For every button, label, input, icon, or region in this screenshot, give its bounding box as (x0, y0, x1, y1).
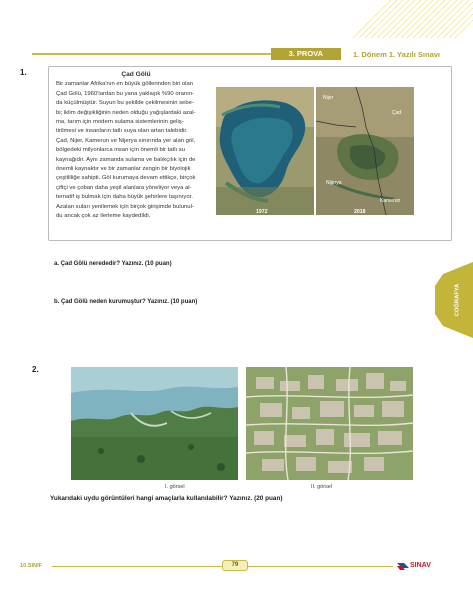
header-bar (32, 48, 440, 60)
map-year-1972: 1972 (256, 209, 268, 215)
lake-chad-satellite-comparison (216, 87, 414, 215)
question-1-number: 1. (20, 68, 27, 77)
header-line (32, 53, 271, 55)
logo-text: SINAV (410, 562, 431, 569)
passage-line: Azalan suları yenilemek için birçok girişimde bulunul- (56, 203, 194, 210)
passage-line: da küçülmüştür. Suyun bu şekilde çekilmesinin sebe- (56, 100, 194, 107)
passage-line: önemli kaynaktır ve bir zamanlar zengin bir biyolojik (56, 166, 191, 173)
question-2-number: 2. (32, 365, 39, 374)
passage-line: Çad Gölü, 1960'lardan bu yana yaklaşık %90 oranın- (56, 90, 195, 97)
passage-line: ma, tarım için modern sulama sistemlerinin geliş- (56, 119, 184, 126)
passage-line: ternatif iş bulmak için daha büyük şehirlere taşınıyor. (56, 194, 193, 201)
question-1-box (48, 66, 452, 241)
passage-line: çiftçi ve çoban daha yeşil alanlara yöneliyor veya al- (56, 184, 192, 191)
passage-line: bi; iklim değişikliğinin neden olduğu yağışlardaki azal- (56, 109, 196, 116)
question-1b: b. Çad Gölü neden kurumuştur? Yazınız. (10 puan) (54, 299, 198, 305)
exam-title: 1. Dönem 1. Yazılı Sınavı (353, 49, 440, 59)
corner-decoration (343, 0, 473, 38)
footer-line-left (52, 566, 222, 567)
logo-mark-icon (397, 561, 409, 570)
subject-label (450, 280, 464, 320)
map-label-kamerun: Kamerun (380, 198, 401, 204)
satellite-image-1 (71, 367, 238, 480)
passage-line: çeşitliliğe sahipti. Göl kurumaya devam ettikçe, birçok (56, 175, 196, 182)
image-2-caption: II. görsel (311, 484, 333, 490)
question-1a: a. Çad Gölü nerededir? Yazınız. (10 puan) (54, 261, 172, 267)
passage-line: Çad, Nijer, Kamerun ve Nijerya sınırında yer alan göl, (56, 137, 196, 144)
publisher-logo (397, 561, 431, 570)
prova-tag: 3. PROVA (271, 48, 341, 60)
image-1-caption: I. görsel (165, 484, 185, 490)
passage-line: Bir zamanlar Afrika'nın en büyük göllerinden biri olan (56, 81, 194, 88)
satellite-image-2 (246, 367, 413, 480)
map-year-2018: 2018 (354, 209, 366, 215)
question-1-passage (56, 70, 216, 222)
map-label-nijer: Nijer (323, 95, 334, 101)
map-label-cad: Çad (392, 110, 402, 116)
footer-line-right (248, 566, 393, 567)
passage-line: tirilmesi ve insanların tatlı suya olan artan talebidir. (56, 128, 188, 135)
passage-line: bölgedeki milyonlarca insan için önemli bir tatlı su (56, 147, 186, 154)
passage-line: du ancak çok az ilerleme kaydedildi. (56, 213, 151, 220)
grade-label: 10.SINIF (20, 563, 43, 569)
map-label-nijerya: Nijerya (326, 180, 342, 186)
passage-title: Çad Gölü (121, 71, 151, 78)
page-number: 79 (222, 560, 248, 571)
passage-line: kaynağıdır. Aynı zamanda sulama ve balıkçılık için de (56, 156, 196, 163)
question-2-prompt: Yukarıdaki uydu görüntüleri hangi amaçlarla kullanılabilir? Yazınız. (20 puan) (50, 495, 283, 502)
subject-text: COĞRAFYA (454, 283, 461, 317)
